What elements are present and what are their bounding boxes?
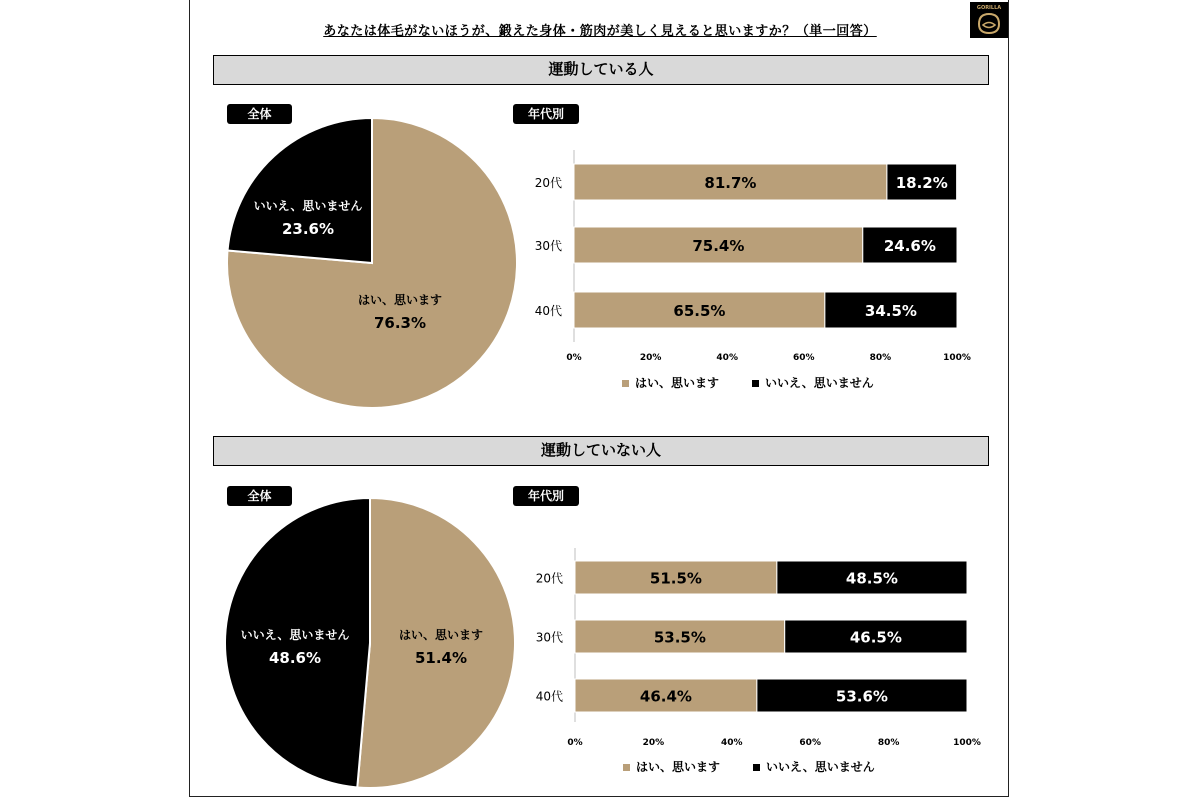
- pie-inactive-slice-label-yes: はい、思います: [398, 628, 484, 642]
- bars-inactive-bar-value-label: 46.4%: [639, 687, 692, 706]
- pie-inactive-slice-label-no: いいえ、思いません: [240, 628, 350, 642]
- bars-inactive-tick-label: 40%: [721, 738, 743, 748]
- bars-active-tick-label: 100%: [943, 353, 971, 363]
- pie-inactive-slice-yes: [357, 498, 515, 788]
- section-header-inactive: 運動していない人: [213, 436, 989, 466]
- age-badge-active: 年代別: [513, 104, 579, 124]
- pie-active-slice-value-yes: 76.3%: [373, 314, 427, 332]
- bars-inactive-category-label: 30代: [535, 630, 563, 645]
- bars-active-legend-label: はい、思います: [635, 376, 720, 390]
- bars-inactive-bar-value-label: 48.5%: [845, 569, 898, 588]
- bars-active-bar-value-label: 65.5%: [673, 302, 726, 320]
- bars-active-bar-value-label: 18.2%: [895, 174, 948, 192]
- bars-inactive-bar-value-label: 53.6%: [835, 687, 888, 706]
- bars-active-tick-label: 40%: [716, 353, 738, 363]
- bars-inactive-tick-label: 0%: [567, 738, 583, 748]
- bars-inactive-bar-value-label: 53.5%: [653, 628, 706, 647]
- bars-inactive-legend-label: いいえ、思いません: [766, 760, 875, 774]
- pie-inactive-slice-no: [225, 498, 370, 787]
- bars-inactive-bar-value-label: 46.5%: [849, 628, 902, 647]
- bars-inactive-category-label: 20代: [535, 571, 563, 586]
- overall-badge-active: 全体: [227, 104, 292, 124]
- bars-active-category-label: 30代: [534, 239, 562, 253]
- bars-inactive-legend-label: はい、思います: [636, 760, 721, 774]
- bars-inactive-bar-value-label: 51.5%: [649, 569, 702, 588]
- bars-active-bar-value-label: 34.5%: [864, 302, 917, 320]
- bars-active-tick-label: 60%: [793, 353, 815, 363]
- overall-badge-inactive: 全体: [227, 486, 292, 506]
- pie-inactive-slice-value-no: 48.6%: [268, 649, 322, 667]
- bars-active-legend-swatch: [622, 380, 629, 387]
- bars-inactive-tick-label: 100%: [953, 738, 981, 748]
- bars-active-category-label: 40代: [534, 304, 562, 318]
- bars-inactive-legend-swatch: [753, 764, 760, 771]
- bars-active-legend-label: いいえ、思いません: [765, 376, 874, 390]
- bars-active-bar-value-label: 75.4%: [692, 237, 745, 255]
- pie-active-slice-label-yes: はい、思います: [357, 293, 443, 307]
- bars-active-bar-value-label: 24.6%: [883, 237, 936, 255]
- pie-active-slice-no: [228, 118, 372, 263]
- bars-active-bar-value-label: 81.7%: [704, 174, 757, 192]
- pie-active-slice-label-no: いいえ、思いません: [253, 199, 363, 213]
- bars-inactive-tick-label: 20%: [642, 738, 665, 748]
- brand-logo-text: GORILLA: [976, 5, 1002, 11]
- bars-active-legend-swatch: [752, 380, 759, 387]
- pie-active-slice-value-no: 23.6%: [281, 220, 335, 238]
- bars-active-category-label: 20代: [534, 176, 562, 190]
- age-badge-inactive: 年代別: [513, 486, 579, 506]
- bars-inactive-tick-label: 80%: [877, 738, 900, 748]
- bars-inactive-tick-label: 60%: [799, 738, 821, 748]
- bars-inactive-legend-swatch: [623, 764, 630, 771]
- bars-active-tick-label: 0%: [566, 353, 582, 363]
- bars-active-tick-label: 20%: [639, 353, 662, 363]
- bars-inactive-category-label: 40代: [535, 689, 563, 704]
- bars-active-tick-label: 80%: [869, 353, 892, 363]
- pie-inactive-slice-value-yes: 51.4%: [414, 649, 468, 667]
- page-title: あなたは体毛がないほうが、鍛えた身体・筋肉が美しく見えると思いますか？（単一回答）: [323, 24, 877, 39]
- section-header-active: 運動している人: [213, 55, 989, 85]
